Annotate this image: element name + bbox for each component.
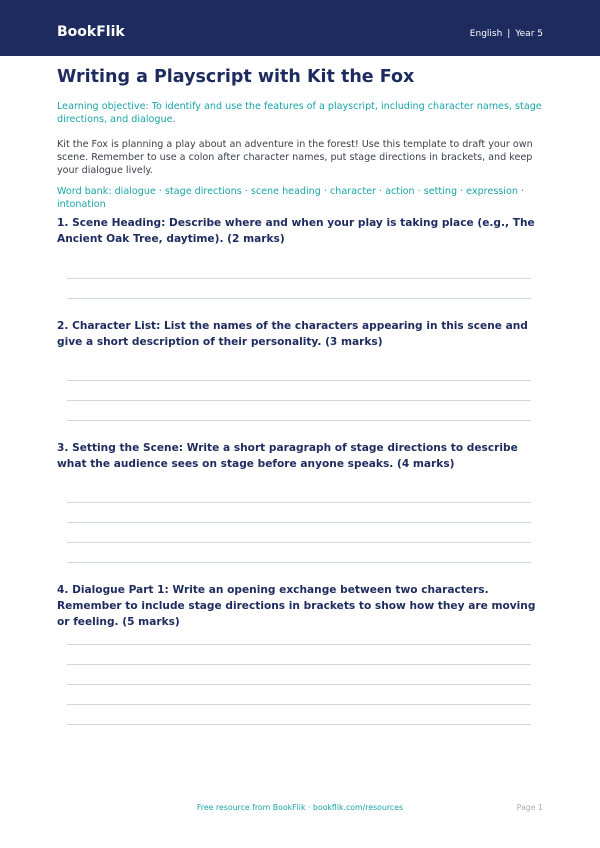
separator: | <box>507 29 511 39</box>
answer-line[interactable] <box>67 420 531 421</box>
page-number: Page 1 <box>516 803 543 812</box>
word-bank: Word bank: dialogue · stage directions · scene heading · character · action · setting · expression · intonation <box>57 186 525 210</box>
answer-line[interactable] <box>67 664 531 665</box>
subject-label: English <box>469 29 503 39</box>
answer-line[interactable] <box>67 704 531 705</box>
answer-line[interactable] <box>67 724 531 725</box>
answer-line[interactable] <box>67 380 531 381</box>
answer-line[interactable] <box>67 684 531 685</box>
header-bar <box>0 0 600 56</box>
question-3: 3. Setting the Scene: Write a short paragraph of stage directions to describe what the audience sees on stage before anyone speaks. (4 marks) <box>57 442 518 470</box>
answer-line[interactable] <box>67 644 531 645</box>
answer-line[interactable] <box>67 278 531 279</box>
question-2: 2. Character List: List the names of the characters appearing in this scene and give a short description of their personality. (3 marks) <box>57 320 528 348</box>
question-4: 4. Dialogue Part 1: Write an opening exchange between two characters. Remember to include stage directions in brackets to show how they are moving or feeling. (5 marks) <box>57 584 536 628</box>
answer-line[interactable] <box>67 542 531 543</box>
answer-line[interactable] <box>67 522 531 523</box>
answer-line[interactable] <box>67 562 531 563</box>
subject-year-label <box>470 27 543 41</box>
page-title: Writing a Playscript with Kit the Fox <box>57 67 415 87</box>
question-1: 1. Scene Heading: Describe where and when your play is taking place (e.g., The Ancient Oak Tree, daytime). (2 marks) <box>57 217 535 245</box>
answer-line[interactable] <box>67 400 531 401</box>
footer-text[interactable]: Free resource from BookFlik · bookflik.com/resources <box>196 803 404 812</box>
answer-line[interactable] <box>67 298 531 299</box>
answer-line[interactable] <box>67 502 531 503</box>
learning-objective: Learning objective: To identify and use the features of a playscript, including character names, stage directions, and dialogue. <box>57 101 542 125</box>
year-label: Year 5 <box>515 29 543 39</box>
brand-logo-text: BookFlik <box>57 24 125 40</box>
intro-paragraph: Kit the Fox is planning a play about an adventure in the forest! Use this template to draft your own scene. Remember to use a colon after character names, put stage directions in brackets, and keep your dialogue lively. <box>57 139 533 176</box>
